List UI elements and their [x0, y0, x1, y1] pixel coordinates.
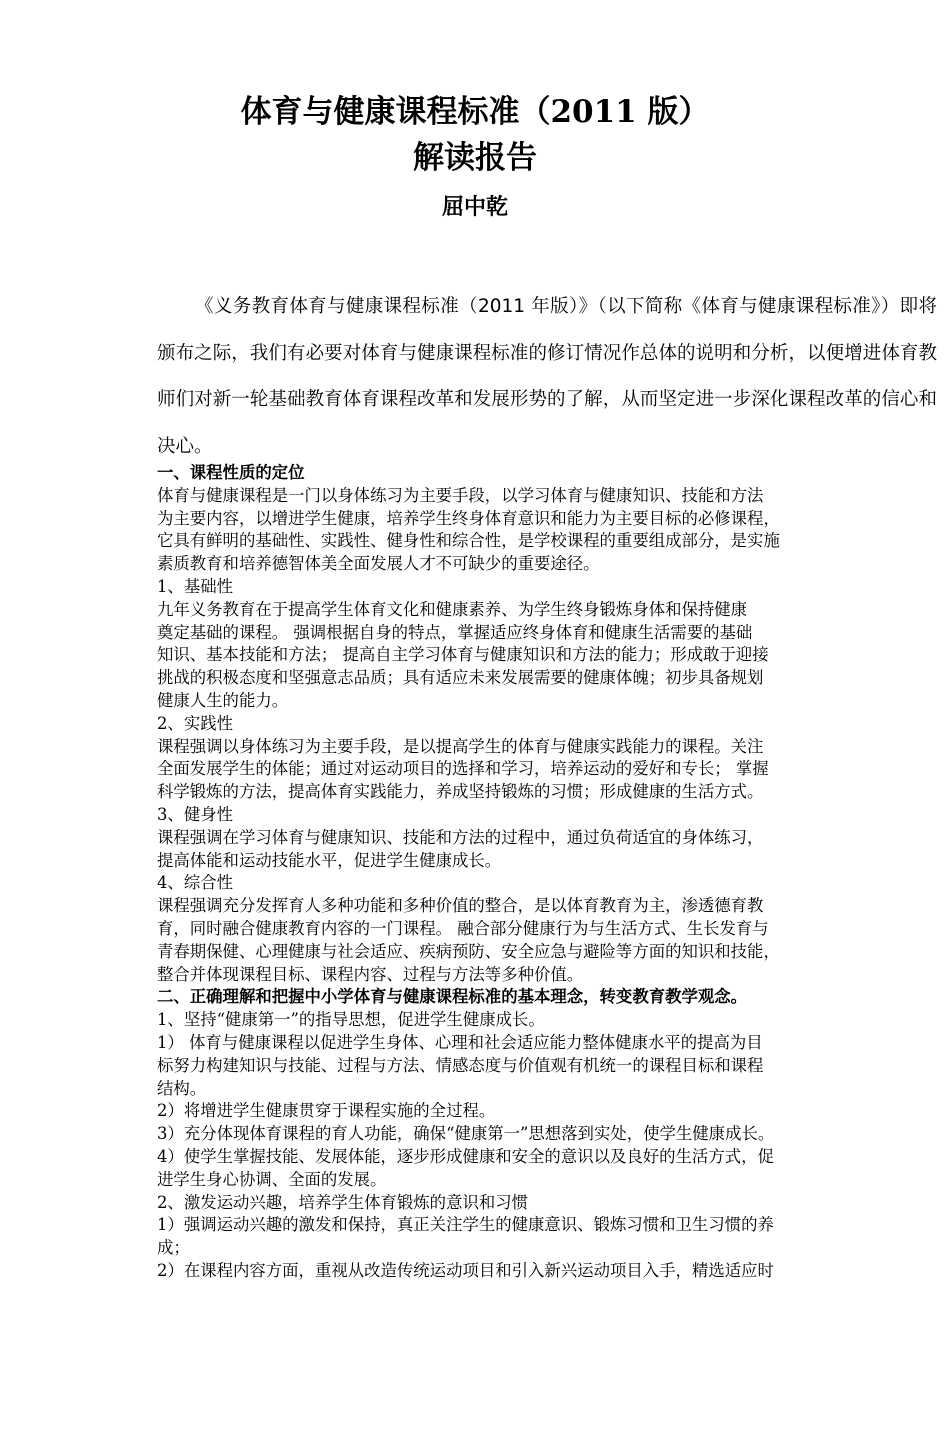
text-line: 它具有鲜明的基础性、实践性、健身性和综合性，是学校课程的重要组成部分，是实施	[157, 531, 780, 551]
author-name: 屈中乾	[441, 194, 508, 220]
text-line: 整合并体现课程目标、课程内容、过程与方法等多种价值。	[157, 964, 584, 984]
subheading-1: 1、基础性	[157, 576, 233, 596]
text-line: 1） 体育与健康课程以促进学生身体、心理和社会适应能力整体健康水平的提高为目	[157, 1032, 763, 1052]
text-line: 课程强调以身体练习为主要手段，是以提高学生的体育与健康实践能力的课程。关注	[157, 736, 764, 756]
text-line: 素质教育和培养德智体美全面发展人才不可缺少的重要途径。	[157, 554, 600, 574]
text-line: 1）强调运动兴趣的激发和保持，真正关注学生的健康意识、锻炼习惯和卫生习惯的养	[157, 1215, 774, 1235]
text-line: 体育与健康课程是一门以身体练习为主要手段，以学习体育与健康知识、技能和方法	[157, 485, 764, 505]
text-line: 九年义务教育在于提高学生体育文化和健康素养、为学生终身锻炼身体和保持健康	[157, 599, 748, 619]
text-line: 挑战的积极态度和坚强意志品质；具有适应未来发展需要的健康体魄；初步具备规划	[157, 668, 764, 688]
text-line: 为主要内容，以增进学生健康，培养学生终身体育意识和能力为主要目标的必修课程，	[157, 508, 780, 528]
text-line: 4）使学生掌握技能、发展体能，逐步形成健康和安全的意识以及良好的生活方式，促	[157, 1146, 774, 1166]
text-line: 全面发展学生的体能；通过对运动项目的选择和学习，培养运动的爱好和专长； 掌握	[157, 759, 769, 779]
text-line: 2）在课程内容方面，重视从改造传统运动项目和引入新兴运动项目入手，精选适应时	[157, 1260, 774, 1280]
intro-paragraph: 《义务教育体育与健康课程标准（2011 年版）》（以下简称《体育与健康课程标准》）即将颁布之际，我们有必要对体育与健康课程标准的修订情况作总体的说明和分析，以便增进体育教师们对新一轮基础教育体育课程改革和发展形势的了解，从而坚定进一步深化课程改革的信心和决心。	[157, 296, 937, 457]
text-line: 健康人生的能力。	[157, 690, 289, 710]
subheading: 1、坚持“健康第一”的指导思想，促进学生健康成长。	[157, 1010, 545, 1030]
text-line: 提高体能和运动技能水平，促进学生健康成长。	[157, 850, 502, 870]
text-line: 科学锻炼的方法，提高体育实践能力，养成坚持锻炼的习惯；形成健康的生活方式。	[157, 782, 764, 802]
subheading: 2、激发运动兴趣，培养学生体育锻炼的意识和习惯	[157, 1192, 529, 1212]
subheading-3: 3、健身性	[157, 804, 233, 824]
subheading-4: 4、综合性	[157, 873, 233, 893]
text-line: 奠定基础的课程。 强调根据自身的特点，掌握适应终身体育和健康生活需要的基础	[157, 622, 753, 642]
document-title: 体育与健康课程标准（2011 版）	[240, 94, 710, 130]
text-line: 进学生身心协调、全面的发展。	[157, 1169, 387, 1189]
text-line: 成；	[157, 1238, 190, 1258]
section-heading-1: 一、课程性质的定位	[157, 463, 305, 482]
text-line: 标努力构建知识与技能、过程与方法、情感态度与价值观有机统一的课程目标和课程	[157, 1055, 764, 1075]
text-line: 课程强调在学习体育与健康知识、技能和方法的过程中，通过负荷适宜的身体练习，	[157, 827, 764, 847]
document-subtitle: 解读报告	[413, 140, 537, 176]
text-line: 育，同时融合健康教育内容的一门课程。 融合部分健康行为与生活方式、生长发育与	[157, 918, 769, 938]
body-text	[157, 462, 939, 1283]
text-line: 课程强调充分发挥育人多种功能和多种价值的整合，是以体育教育为主，渗透德育教	[157, 896, 764, 916]
text-line: 3）充分体现体育课程的育人功能，确保“健康第一”思想落到实处，使学生健康成长。	[157, 1124, 775, 1144]
text-line: 2）将增进学生健康贯穿于课程实施的全过程。	[157, 1101, 496, 1121]
section-heading-2: 二、正确理解和把握中小学体育与健康课程标准的基本理念，转变教育教学观念。	[157, 987, 748, 1007]
text-line: 知识、基本技能和方法； 提高自主学习体育与健康知识和方法的能力；形成敢于迎接	[157, 645, 769, 665]
text-line: 青春期保健、心理健康与社会适应、疾病预防、安全应急与避险等方面的知识和技能，	[157, 941, 780, 961]
subheading-2: 2、实践性	[157, 713, 233, 733]
text-line: 结构。	[157, 1078, 207, 1098]
